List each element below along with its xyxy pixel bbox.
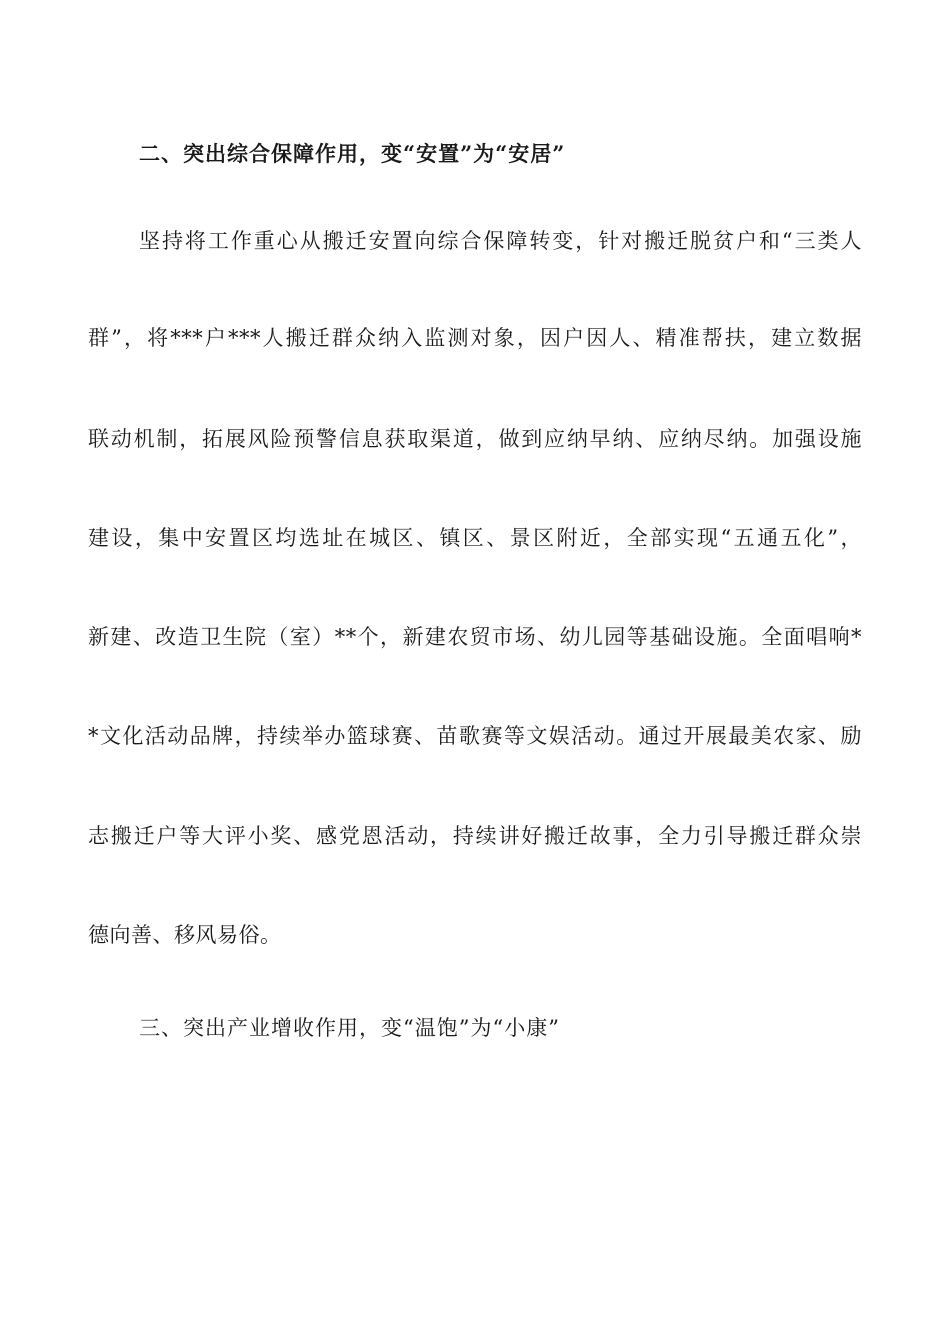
- paragraph-line-5: 新建、改造卫生院（室）**个，新建农贸市场、幼儿园等基础设施。全面唱响*: [88, 625, 862, 649]
- paragraph-line-2: 群”，将***户***人搬迁群众纳入监测对象，因户因人、精准帮扶，建立数据: [88, 326, 862, 350]
- paragraph-line-3: 联动机制，拓展风险预警信息获取渠道，做到应纳早纳、应纳尽纳。加强设施: [88, 427, 862, 451]
- section-heading-3: 三、突出产业增收作用，变“温饱”为“小康”: [139, 1016, 560, 1040]
- paragraph-line-6: *文化活动品牌，持续举办篮球赛、苗歌赛等文娱活动。通过开展最美农家、励: [88, 724, 862, 748]
- paragraph-line-8: 德向善、移风易俗。: [88, 923, 282, 947]
- section-heading-2: 二、突出综合保障作用，变“安置”为“安居”: [139, 141, 566, 166]
- paragraph-line-1: 坚持将工作重心从搬迁安置向综合保障转变，针对搬迁脱贫户和“三类人: [139, 229, 862, 253]
- paragraph-line-4: 建设，集中安置区均选址在城区、镇区、景区附近，全部实现“五通五化”，: [88, 526, 862, 550]
- paragraph-line-7: 志搬迁户等大评小奖、感党恩活动，持续讲好搬迁故事，全力引导搬迁群众崇: [88, 824, 862, 848]
